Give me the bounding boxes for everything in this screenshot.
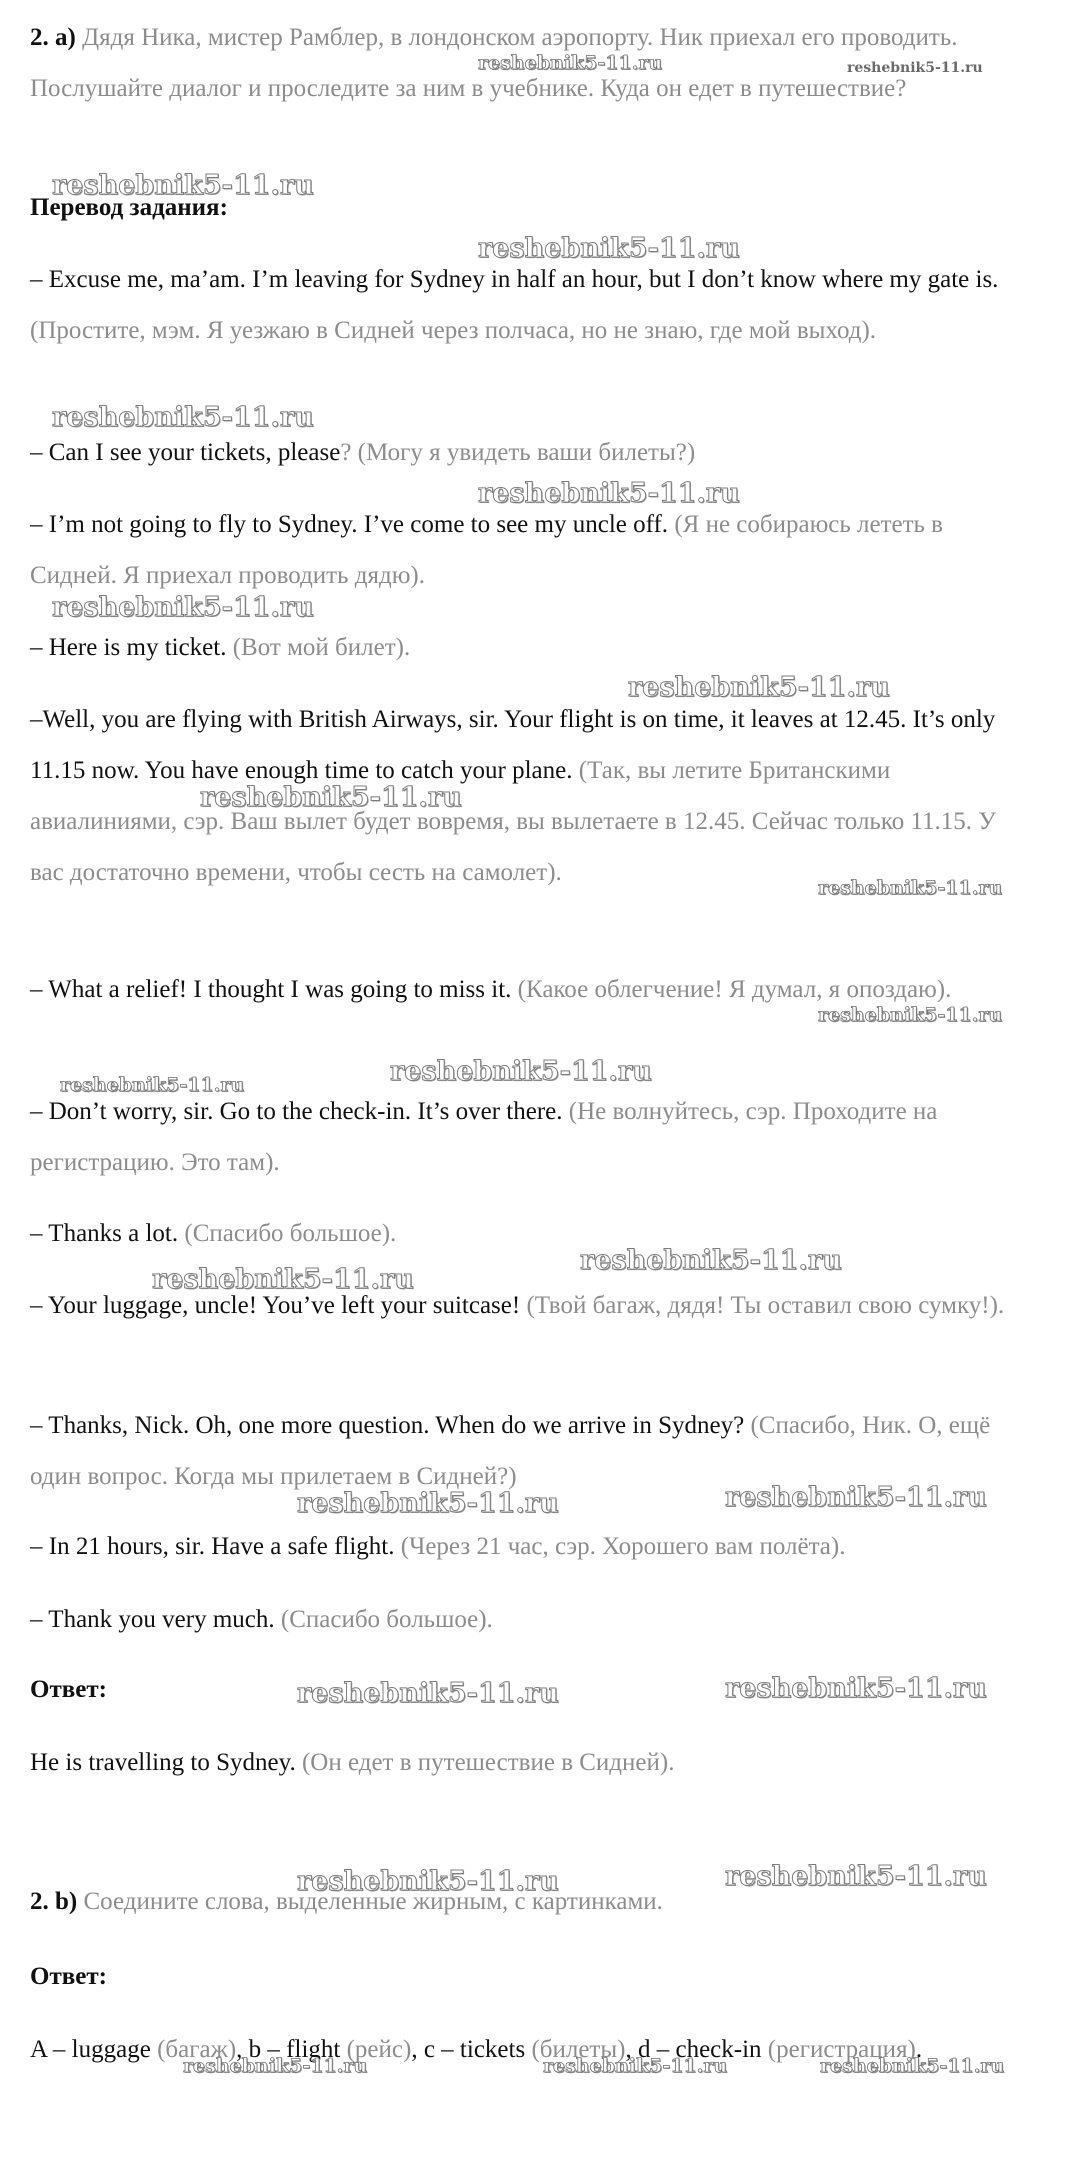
watermark: reshebnik5-11.ru xyxy=(725,1673,987,1704)
match-a-word: A – luggage xyxy=(30,2036,158,2063)
dialogue-line-7 xyxy=(30,1086,1015,1188)
answer-a-text xyxy=(30,1737,1015,1788)
match-c-translation: (билеты) xyxy=(531,2036,626,2063)
watermark: reshebnik5-11.ru xyxy=(152,1264,414,1295)
watermark: reshebnik5-11.ru xyxy=(818,877,1003,899)
dialogue-line-5 xyxy=(30,694,1015,898)
line-english: – I’m not going to fly to Sydney. I’ve come to see my uncle off. xyxy=(30,511,669,538)
line-russian: (Спасибо большое). xyxy=(178,1220,397,1247)
line-english: –Well, you are flying with British Airways, sir. Your flight is on time, it leaves at 12.45. It’s only 11.15 now. You have enough time to catch your plane. xyxy=(30,706,996,784)
task-a-prompt: Дядя Ника, мистер Рамблер, в лондонском аэропорту. Ник приехал его проводить. Послушайте диалог и проследите за ним в учебнике. Куда он едет в путешествие? xyxy=(30,24,958,102)
watermark: reshebnik5-11.ru xyxy=(478,52,663,74)
answer-russian: (Он едет в путешествие в Сидней). xyxy=(295,1749,675,1776)
watermark: reshebnik5-11.ru xyxy=(52,402,314,433)
line-russian: (Простите, мэм. Я уезжаю в Сидней через полчаса, но не знаю, где мой выход). xyxy=(30,317,877,344)
watermark: reshebnik5-11.ru xyxy=(628,672,890,703)
line-english: – Thanks, Nick. Oh, one more question. When do we arrive in Sydney? xyxy=(30,1412,745,1439)
line-english: – Excuse me, ma’am. I’m leaving for Sydney in half an hour, but I don’t know where my gate is. xyxy=(30,266,999,293)
watermark: reshebnik5-11.ru xyxy=(200,782,462,813)
watermark: reshebnik5-11.ru xyxy=(543,2055,728,2077)
line-english: – Thank you very much. xyxy=(30,1606,275,1633)
watermark: reshebnik5-11.ru xyxy=(297,1866,559,1897)
task-b-prompt: Соедините слова, выделенные жирным, с картинками. xyxy=(77,1888,663,1915)
answer-end: . xyxy=(915,2036,923,2063)
watermark: reshebnik5-11.ru xyxy=(580,1245,842,1276)
line-english: – Thanks a lot. xyxy=(30,1220,179,1247)
dialogue-line-11 xyxy=(30,1521,1015,1572)
dialogue-line-12 xyxy=(30,1594,1015,1645)
line-russian: (Не волнуйтесь, сэр. Проходите на регистрацию. Это там). xyxy=(30,1098,938,1176)
watermark: reshebnik5-11.ru xyxy=(52,592,314,623)
line-russian: (Через 21 час, сэр. Хорошего вам полёта). xyxy=(394,1533,846,1560)
watermark: reshebnik5-11.ru xyxy=(818,1004,1003,1026)
dialogue-line-3 xyxy=(30,499,1015,601)
translation-heading: Перевод задания: xyxy=(30,194,228,221)
answer-english: He is travelling to Sydney. xyxy=(30,1749,296,1776)
line-english: – Can I see your tickets, please xyxy=(30,439,341,466)
watermark: reshebnik5-11.ru xyxy=(725,1861,987,1892)
task-a-number: 2. а) xyxy=(30,24,76,51)
answer-a-label: Ответ: xyxy=(30,1676,107,1703)
match-b-word: , b – flight xyxy=(236,2036,347,2063)
match-a-translation: (багаж) xyxy=(157,2036,237,2063)
line-english: – In 21 hours, sir. Have a safe flight. xyxy=(30,1533,395,1560)
line-russian: ? (Могу я увидеть ваши билеты?) xyxy=(340,439,696,466)
watermark: reshebnik5-11.ru xyxy=(52,170,314,201)
watermark: reshebnik5-11.ru xyxy=(478,233,740,264)
dialogue-line-1 xyxy=(30,254,1015,356)
line-russian: (Вот мой билет). xyxy=(226,634,411,661)
line-english: – Your luggage, uncle! You’ve left your suitcase! xyxy=(30,1292,521,1319)
dialogue-line-2 xyxy=(30,427,1015,478)
match-d-word: , d – check-in xyxy=(625,2036,768,2063)
watermark: reshebnik5-11.ru xyxy=(297,1678,559,1709)
task-b-number: 2. b) xyxy=(30,1888,78,1915)
line-russian: (Спасибо, Ник. О, ещё один вопрос. Когда мы прилетаем в Сидней?) xyxy=(30,1412,991,1490)
watermark: reshebnik5-11.ru xyxy=(390,1056,652,1087)
line-russian: (Спасибо большое). xyxy=(274,1606,493,1633)
answer-b-label: Ответ: xyxy=(30,1963,107,1990)
line-russian: (Я не собираюсь лететь в Сидней. Я приехал проводить дядю). xyxy=(30,511,943,589)
watermark: reshebnik5-11.ru xyxy=(847,60,983,76)
watermark: reshebnik5-11.ru xyxy=(297,1488,559,1519)
dialogue-line-4 xyxy=(30,622,1015,673)
line-russian: (Так, вы летите Британскими авиалиниями, сэр. Ваш вылет будет вовремя, вы вылетаете в 12.45. Сейчас только 11.15. У вас достаточно времени, чтобы сесть на самолет). xyxy=(30,757,996,886)
line-russian: (Твой багаж, дядя! Ты оставил свою сумку!). xyxy=(520,1292,1005,1319)
watermark: reshebnik5-11.ru xyxy=(183,2055,368,2077)
dialogue-line-8 xyxy=(30,1208,1015,1259)
match-d-translation: (регистрация) xyxy=(767,2036,916,2063)
line-russian: (Какое облегчение! Я думал, я опоздаю). xyxy=(511,976,952,1003)
watermark: reshebnik5-11.ru xyxy=(60,1074,245,1096)
match-c-word: , c – tickets xyxy=(411,2036,532,2063)
watermark: reshebnik5-11.ru xyxy=(478,478,740,509)
watermark: reshebnik5-11.ru xyxy=(820,2055,1005,2077)
line-english: – What a relief! I thought I was going to miss it. xyxy=(30,976,512,1003)
match-b-translation: (рейс) xyxy=(346,2036,412,2063)
watermark: reshebnik5-11.ru xyxy=(725,1482,987,1513)
line-english: – Here is my ticket. xyxy=(30,634,227,661)
line-english: – Don’t worry, sir. Go to the check-in. It’s over there. xyxy=(30,1098,563,1125)
